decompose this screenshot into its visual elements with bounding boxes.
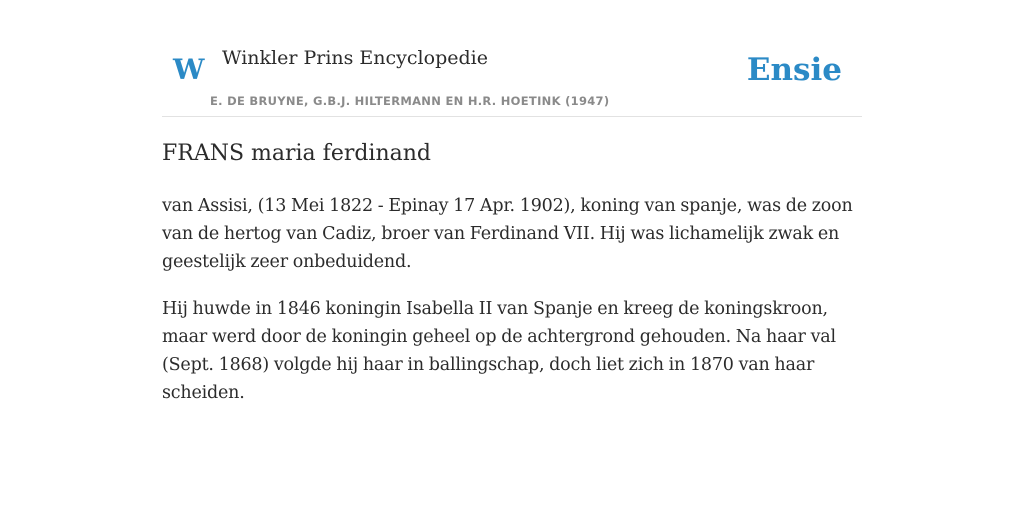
source-logo[interactable]: W bbox=[173, 53, 205, 86]
source-title-link[interactable]: Winkler Prins Encyclopedie bbox=[222, 47, 488, 69]
source-authors: E. DE BRUYNE, G.B.J. HILTERMANN EN H.R. HOETINK (1947) bbox=[210, 94, 610, 108]
entry-body bbox=[162, 192, 862, 426]
source-header bbox=[162, 0, 862, 117]
entry-title: FRANS maria ferdinand bbox=[162, 141, 432, 166]
ensie-logo-link[interactable]: Ensie bbox=[746, 52, 842, 88]
entry-paragraph: Hij huwde in 1846 koningin Isabella II van Spanje en kreeg de koningskroon, maar werd door de koningin geheel op de achtergrond gehouden. Na haar val (Sept. 1868) volgde hij haar in ballingschap, doch liet zich in 1870 van haar scheiden. bbox=[162, 299, 836, 403]
entry-paragraph: van Assisi, (13 Mei 1822 - Epinay 17 Apr. 1902), koning van spanje, was de zoon van de hertog van Cadiz, broer van Ferdinand VII. Hij was lichamelijk zwak en geestelijk zeer onbeduidend. bbox=[162, 196, 853, 272]
article-page bbox=[162, 0, 862, 403]
